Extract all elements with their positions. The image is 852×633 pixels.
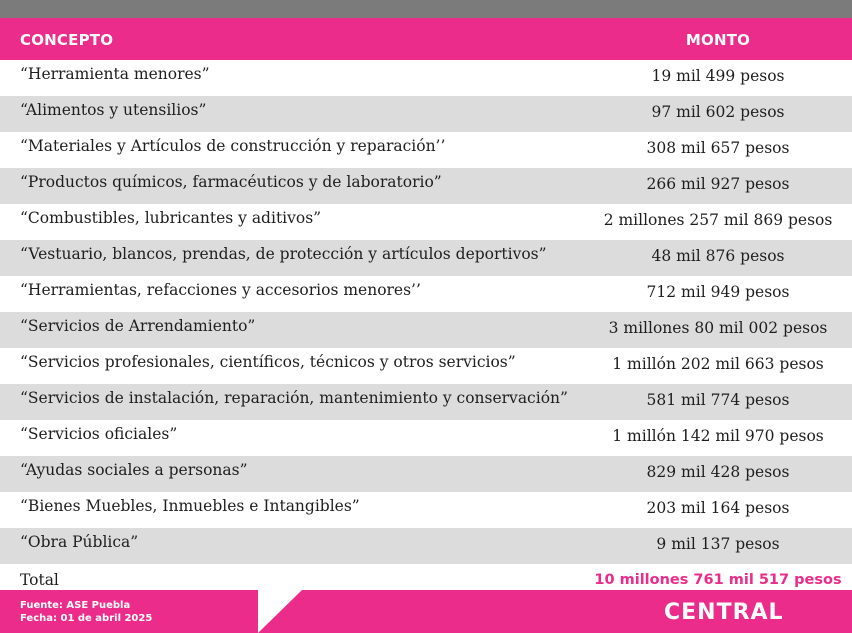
row-concept: “Servicios de Arrendamiento” xyxy=(20,317,256,335)
table-row xyxy=(0,132,852,168)
row-concept: “Ayudas sociales a personas” xyxy=(20,461,248,479)
source-text: Fuente: ASE Puebla xyxy=(20,600,131,611)
row-concept: “Servicios oficiales” xyxy=(20,425,178,443)
row-amount: 97 mil 602 pesos xyxy=(651,103,785,121)
row-concept: “Alimentos y utensilios” xyxy=(20,101,207,119)
row-amount: 48 mil 876 pesos xyxy=(651,247,785,265)
table-row xyxy=(0,420,852,456)
footer-divider-shape xyxy=(258,590,302,633)
table-row xyxy=(0,96,852,132)
table-row xyxy=(0,276,852,312)
brand-logo: CENTRAL xyxy=(664,600,784,625)
row-concept: “Herramienta menores” xyxy=(20,65,210,83)
header-amount: MONTO xyxy=(685,31,751,49)
table-row xyxy=(0,204,852,240)
row-concept: “Servicios profesionales, científicos, técnicos y otros servicios” xyxy=(20,353,516,371)
row-concept: “Productos químicos, farmacéuticos y de laboratorio” xyxy=(20,173,442,191)
top-bar xyxy=(0,0,852,18)
row-concept: “Materiales y Artículos de construcción y reparación’’ xyxy=(20,137,446,155)
row-amount: 1 millón 202 mil 663 pesos xyxy=(612,355,824,373)
row-concept: “Vestuario, blancos, prendas, de protección y artículos deportivos” xyxy=(20,245,547,263)
table-row xyxy=(0,240,852,276)
footer-source-block xyxy=(20,599,152,625)
table-row xyxy=(0,348,852,384)
row-concept: “Combustibles, lubricantes y aditivos” xyxy=(20,209,322,227)
table-row xyxy=(0,528,852,564)
total-amount: 10 millones 761 mil 517 pesos xyxy=(594,572,842,588)
row-amount: 9 mil 137 pesos xyxy=(656,535,780,553)
table-row xyxy=(0,384,852,420)
row-amount: 712 mil 949 pesos xyxy=(646,283,790,301)
row-concept: “Obra Pública” xyxy=(20,533,139,551)
header-concept: CONCEPTO xyxy=(20,31,114,49)
total-label: Total xyxy=(20,571,59,589)
table-header xyxy=(0,18,852,60)
row-amount: 581 mil 774 pesos xyxy=(646,391,790,409)
row-amount: 308 mil 657 pesos xyxy=(646,139,790,157)
row-amount: 2 millones 257 mil 869 pesos xyxy=(603,211,833,229)
row-concept: “Herramientas, refacciones y accesorios menores’’ xyxy=(20,281,421,299)
row-amount: 3 millones 80 mil 002 pesos xyxy=(608,319,828,337)
table-row xyxy=(0,456,852,492)
table-row xyxy=(0,60,852,96)
row-amount: 203 mil 164 pesos xyxy=(646,499,790,517)
row-amount: 266 mil 927 pesos xyxy=(646,175,790,193)
table-body xyxy=(0,60,852,600)
table-row xyxy=(0,492,852,528)
row-concept: “Bienes Muebles, Inmuebles e Intangibles” xyxy=(20,497,360,515)
row-concept: “Servicios de instalación, reparación, mantenimiento y conservación” xyxy=(20,389,568,407)
row-amount: 1 millón 142 mil 970 pesos xyxy=(612,427,824,445)
row-amount: 829 mil 428 pesos xyxy=(646,463,790,481)
row-amount: 19 mil 499 pesos xyxy=(651,67,785,85)
date-text: Fecha: 01 de abril 2025 xyxy=(20,613,153,624)
table-row xyxy=(0,168,852,204)
footer-bar xyxy=(0,590,852,633)
table-row xyxy=(0,312,852,348)
